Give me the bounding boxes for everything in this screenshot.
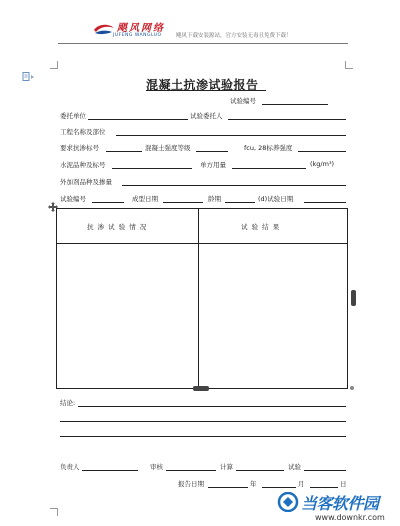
document-title: 混凝土抗渗试验报告	[146, 78, 259, 92]
table-corner-resize-handle[interactable]	[350, 386, 354, 390]
mold-date-field[interactable]	[163, 202, 203, 203]
watermark	[275, 488, 400, 526]
review-field[interactable]	[166, 470, 216, 471]
conclusion-label: 结论:	[60, 399, 76, 407]
d-test-date-label: (d)试验日期	[258, 195, 294, 203]
crop-mark-top-right	[345, 61, 353, 69]
client-field[interactable]	[88, 119, 188, 120]
report-date-label: 报告日期	[178, 480, 204, 488]
result-table	[56, 208, 348, 389]
page-icon[interactable]	[22, 72, 36, 82]
conclusion-line-3[interactable]	[60, 436, 346, 437]
project-label: 工程名称及部位	[60, 128, 106, 136]
additive-label: 外加剂品种及掺量	[60, 178, 112, 186]
cement-field[interactable]	[112, 168, 192, 169]
client-person-field[interactable]	[228, 119, 346, 120]
report-year-field[interactable]	[208, 487, 248, 488]
mold-date-label: 成型日期	[132, 195, 158, 203]
unit-amount-unit: (kg/m³)	[310, 160, 335, 168]
table-col-resize-handle[interactable]	[351, 290, 356, 306]
concrete-grade-label: 混凝土强度等级	[145, 144, 191, 152]
watermark-brand: 当客软件园	[301, 494, 379, 513]
cement-label: 水泥品种及标号	[60, 161, 106, 169]
additive-field[interactable]	[122, 185, 346, 186]
logo-subtext: JUFENG WANGLUO	[113, 33, 162, 38]
leader-field[interactable]	[82, 470, 138, 471]
req-grade-field[interactable]	[106, 151, 142, 152]
test-id-label: 试验编号	[60, 195, 86, 203]
test-id-field[interactable]	[92, 202, 124, 203]
req-grade-label: 要求抗渗标号	[60, 144, 99, 152]
test-label: 试验	[288, 463, 301, 471]
table-cell-test-results[interactable]	[199, 243, 347, 389]
watermark-url: www.downkr.com	[315, 513, 385, 522]
table-left-header: 抗 渗 试 验 情 况	[87, 223, 148, 231]
test-date-field[interactable]	[304, 202, 346, 203]
title-underline	[146, 90, 266, 91]
unit-amount-label: 单方用量	[200, 161, 226, 169]
table-right-header: 试 验 结 果	[241, 223, 281, 231]
watermark-logo-icon	[277, 492, 299, 512]
unit-amount-field[interactable]	[232, 168, 306, 169]
test-no-field[interactable]	[262, 104, 328, 105]
logo-text: 飓风网络	[117, 23, 165, 34]
conclusion-line-1[interactable]	[78, 406, 346, 407]
project-field[interactable]	[116, 135, 346, 136]
year-label: 年	[250, 480, 257, 488]
crop-mark-top-left	[50, 61, 58, 69]
conclusion-line-2[interactable]	[60, 421, 346, 422]
crop-mark-bottom-left	[50, 508, 58, 516]
site-header	[0, 0, 400, 46]
fcu-field[interactable]	[298, 151, 346, 152]
age-field[interactable]	[225, 202, 255, 203]
test-field[interactable]	[304, 470, 346, 471]
month-label: 月	[298, 480, 305, 488]
client-person-label: 试验委托人	[190, 112, 223, 120]
day-label: 日	[340, 480, 347, 488]
calc-field[interactable]	[236, 470, 284, 471]
test-no-label: 试验编号	[230, 97, 256, 105]
leader-label: 负责人	[60, 463, 80, 471]
calc-label: 计算	[220, 463, 233, 471]
header-tagline: 飓风下载安装源站，官方安装无毒且免费下载！	[176, 33, 292, 39]
age-label: 龄期	[208, 195, 221, 203]
fcu-label: fcu, 28标养强度	[244, 144, 293, 152]
table-cell-test-details[interactable]	[57, 243, 198, 389]
review-label: 审核	[150, 463, 163, 471]
client-label: 委托单位	[60, 112, 86, 120]
concrete-grade-field[interactable]	[196, 151, 228, 152]
table-row-resize-handle[interactable]	[193, 386, 209, 391]
header-rule	[58, 43, 348, 44]
